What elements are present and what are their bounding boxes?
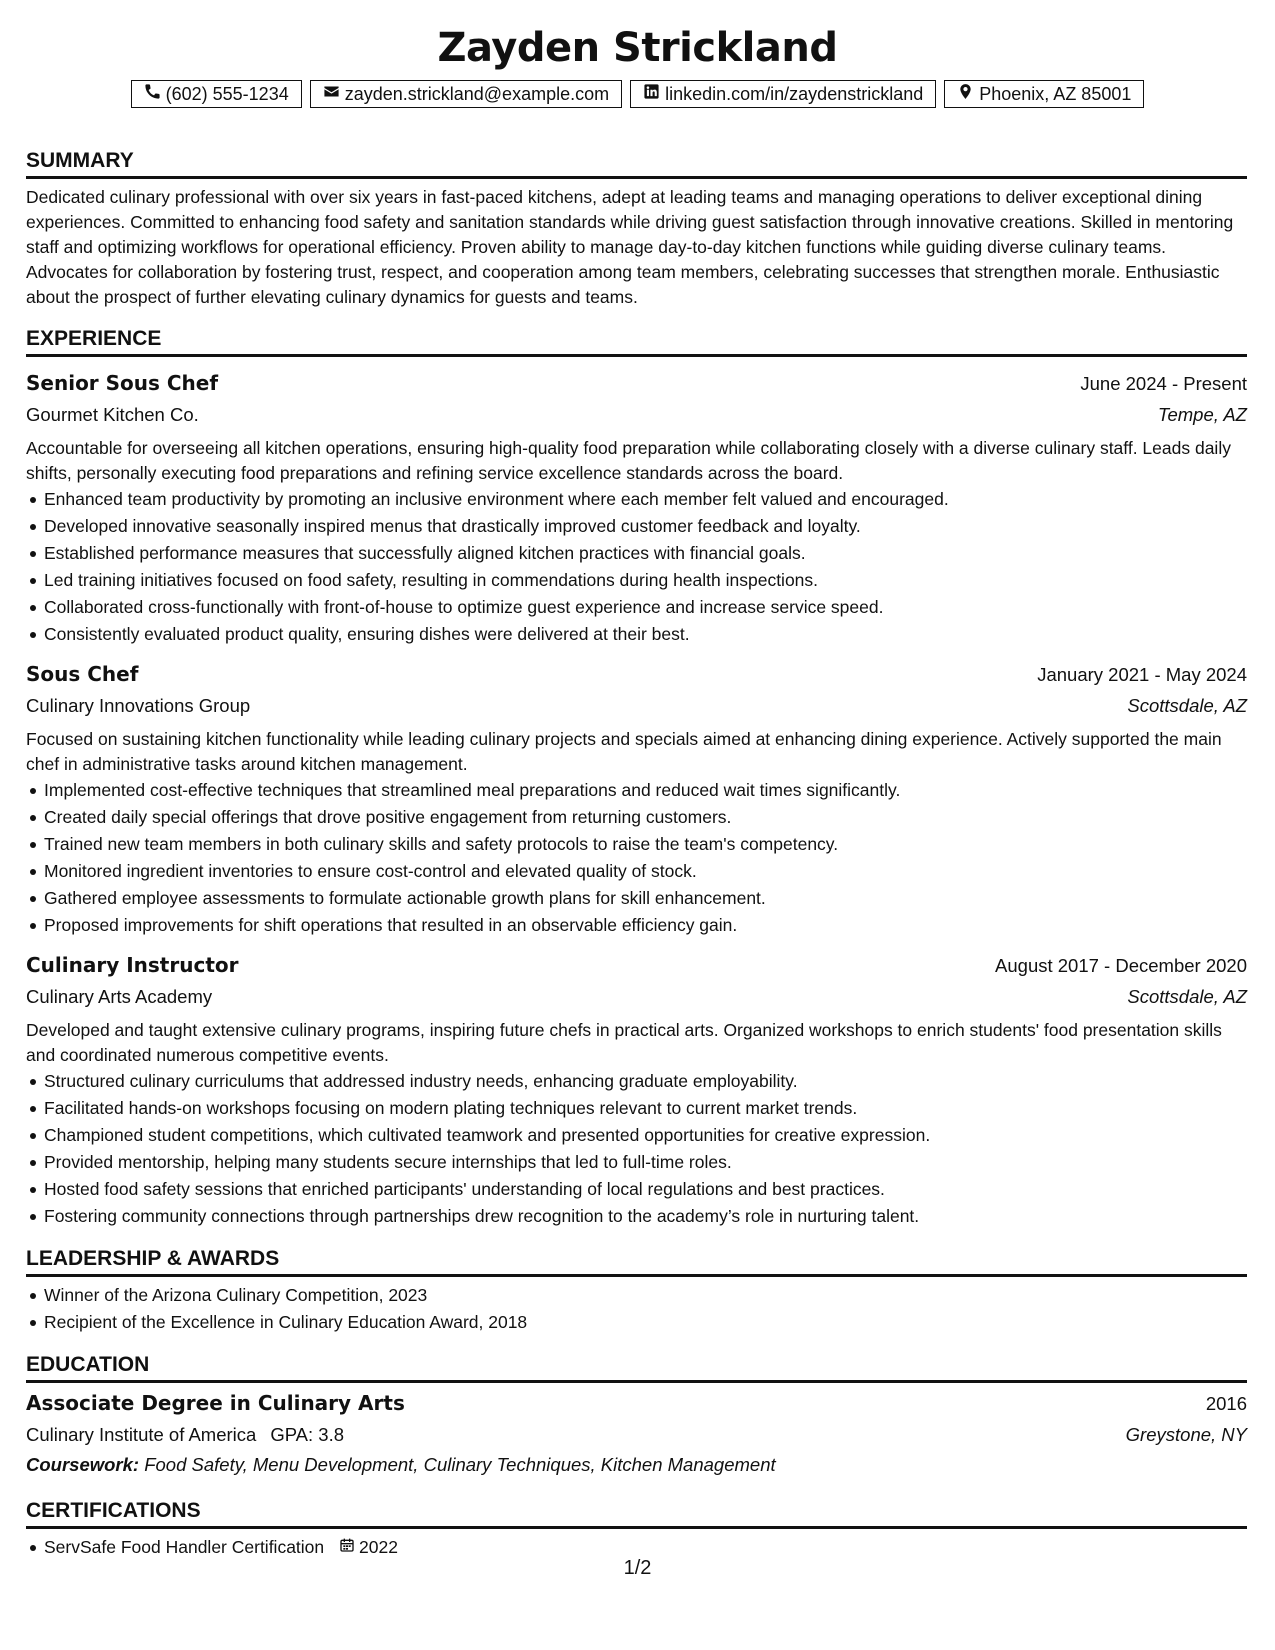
- envelope-icon: [323, 83, 340, 105]
- bullet-item: Provided mentorship, helping many students secure internships that led to full-time roles.: [44, 1149, 1247, 1176]
- location-text: Phoenix, AZ 85001: [979, 83, 1132, 104]
- job-entry: [26, 367, 1247, 648]
- section-title-experience: EXPERIENCE: [26, 324, 1247, 357]
- contact-location[interactable]: [944, 80, 1144, 108]
- candidate-name: Zayden Strickland: [437, 25, 838, 71]
- awards-list: [26, 1282, 1247, 1336]
- job-company: Culinary Arts Academy: [26, 986, 213, 1007]
- bullet-item: Fostering community connections through partnerships drew recognition to the academy’s role in nurturing talent.: [44, 1203, 1247, 1230]
- summary-text: Dedicated culinary professional with over six years in fast-paced kitchens, adept at leading teams and managing operations to deliver exceptional dining experiences. Committed to enhancing food safety and sanitation standards while driving guest satisfaction through innovative creations. Skilled in mentoring staff and optimizing workflows for operational efficiency. Proven ability to manage day-to-day kitchen functions while guiding diverse culinary teams. Advocates for collaboration by fostering trust, respect, and cooperation among team members, celebrating successes that strengthen morale. Enthusiastic about the prospect of further elevating culinary dynamics for guests and teams.: [26, 187, 1234, 307]
- bullet-item: Championed student competitions, which cultivated teamwork and presented opportunities for creative expression.: [44, 1122, 1247, 1149]
- bullet-item: Trained new team members in both culinary skills and safety protocols to raise the team's competency.: [44, 831, 1247, 858]
- contact-linkedin[interactable]: [630, 80, 936, 108]
- job-entry: [26, 658, 1247, 939]
- contact-phone[interactable]: [131, 80, 302, 108]
- job-dates: January 2021 - May 2024: [1037, 664, 1247, 685]
- certification-name: ServSafe Food Handler Certification: [44, 1537, 325, 1557]
- page-number: 1/2: [623, 1557, 652, 1579]
- job-dates: August 2017 - December 2020: [995, 955, 1247, 976]
- job-location: Scottsdale, AZ: [1127, 695, 1247, 716]
- job-bullets: [26, 1068, 1247, 1230]
- experience-section: [26, 324, 1247, 1230]
- leadership-section: [26, 1244, 1247, 1336]
- education-section: [26, 1350, 1247, 1480]
- job-description: Developed and taught extensive culinary programs, inspiring future chefs in practical arts. Organized workshops to enrich students' food presentation skills and coordinated numerous competitive events.: [26, 1020, 1222, 1065]
- resume-content: [26, 146, 1247, 1561]
- coursework: [26, 1450, 1247, 1480]
- phone-text: (602) 555-1234: [165, 83, 289, 104]
- school-name: Culinary Institute of America: [26, 1424, 257, 1445]
- bullet-item: Proposed improvements for shift operations that resulted in an observable efficiency gain.: [44, 912, 1247, 939]
- coursework-label: Coursework:: [26, 1454, 140, 1475]
- job-location: Scottsdale, AZ: [1127, 986, 1247, 1007]
- job-bullets: [26, 777, 1247, 939]
- bullet-item: Gathered employee assessments to formulate actionable growth plans for skill enhancement.: [44, 885, 1247, 912]
- job-title: Senior Sous Chef: [26, 371, 219, 395]
- bullet-item: Facilitated hands-on workshops focusing on modern plating techniques relevant to current market trends.: [44, 1095, 1247, 1122]
- linkedin-text: linkedin.com/in/zaydenstrickland: [665, 83, 924, 104]
- graduation-year: 2016: [1205, 1393, 1247, 1414]
- job-description: Accountable for overseeing all kitchen operations, ensuring high-quality food preparation while collaborating closely with a diverse culinary staff. Leads daily shifts, personally executing food preparations and refining service excellence standards across the board.: [26, 438, 1231, 483]
- job-entry: [26, 949, 1247, 1230]
- job-title: Sous Chef: [26, 662, 139, 686]
- coursework-list: Food Safety, Menu Development, Culinary Techniques, Kitchen Management: [144, 1454, 776, 1475]
- certifications-section: [26, 1496, 1247, 1561]
- job-description: Focused on sustaining kitchen functionality while leading culinary projects and specials aimed at enhancing dining experience. Actively supported the main chef in administrative tasks around kitchen management.: [26, 729, 1222, 774]
- award-item: Winner of the Arizona Culinary Competition, 2023: [44, 1282, 1247, 1309]
- bullet-item: Created daily special offerings that drove positive engagement from returning customers.: [44, 804, 1247, 831]
- linkedin-icon: [643, 83, 660, 105]
- section-title-certifications: CERTIFICATIONS: [26, 1496, 1247, 1529]
- contact-bar: [0, 80, 1275, 108]
- summary-section: [26, 146, 1247, 310]
- section-title-summary: SUMMARY: [26, 146, 1247, 179]
- education-entry: [26, 1387, 1247, 1480]
- job-title: Culinary Instructor: [26, 953, 239, 977]
- phone-icon: [144, 83, 161, 105]
- bullet-item: Developed innovative seasonally inspired menus that drastically improved customer feedback and loyalty.: [44, 513, 1247, 540]
- map-pin-icon: [957, 83, 974, 105]
- bullet-item: Structured culinary curriculums that addressed industry needs, enhancing graduate employability.: [44, 1068, 1247, 1095]
- bullet-item: Implemented cost-effective techniques that streamlined meal preparations and reduced wait times significantly.: [44, 777, 1247, 804]
- school-location: Greystone, NY: [1125, 1424, 1247, 1445]
- contact-email[interactable]: [310, 80, 622, 108]
- job-dates: June 2024 - Present: [1080, 373, 1247, 394]
- job-bullets: [26, 486, 1247, 648]
- award-item: Recipient of the Excellence in Culinary Education Award, 2018: [44, 1309, 1247, 1336]
- bullet-item: Collaborated cross-functionally with front-of-house to optimize guest experience and increase service speed.: [44, 594, 1247, 621]
- email-text: zayden.strickland@example.com: [344, 83, 610, 104]
- gpa: GPA: 3.8: [270, 1424, 345, 1445]
- bullet-item: Led training initiatives focused on food safety, resulting in commendations during health inspections.: [44, 567, 1247, 594]
- job-location: Tempe, AZ: [1157, 404, 1247, 425]
- bullet-item: Consistently evaluated product quality, ensuring dishes were delivered at their best.: [44, 621, 1247, 648]
- job-company: Gourmet Kitchen Co.: [26, 404, 199, 425]
- bullet-item: Established performance measures that successfully aligned kitchen practices with financial goals.: [44, 540, 1247, 567]
- job-company: Culinary Innovations Group: [26, 695, 251, 716]
- bullet-item: Enhanced team productivity by promoting an inclusive environment where each member felt valued and encouraged.: [44, 486, 1247, 513]
- section-title-education: EDUCATION: [26, 1350, 1247, 1383]
- bullet-item: Hosted food safety sessions that enriched participants' understanding of local regulations and best practices.: [44, 1176, 1247, 1203]
- section-title-leadership: LEADERSHIP & AWARDS: [26, 1244, 1247, 1277]
- bullet-item: Monitored ingredient inventories to ensure cost-control and elevated quality of stock.: [44, 858, 1247, 885]
- degree-title: Associate Degree in Culinary Arts: [26, 1391, 405, 1415]
- certification-year: 2022: [359, 1537, 398, 1557]
